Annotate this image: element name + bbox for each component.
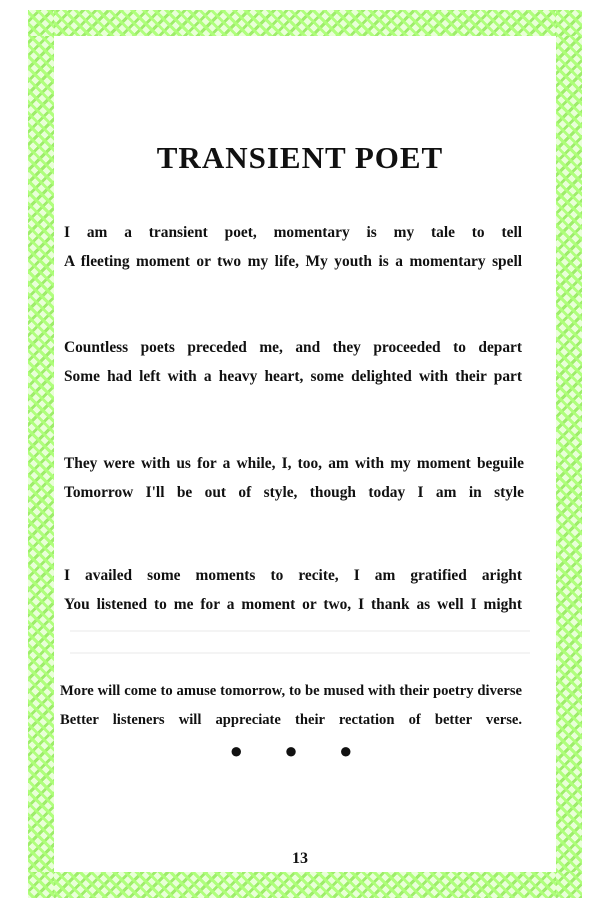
stanza-3: [64, 449, 524, 507]
stanza-line: You listened to me for a moment or two, I thank as well I might: [64, 596, 522, 613]
stanza-line: I am a transient poet, momentary is my tale to tell: [64, 224, 522, 241]
show-through-text: [70, 620, 530, 664]
stanza-line: A fleeting moment or two my life, My youth is a momentary spell: [64, 253, 522, 270]
stanza-line: They were with us for a while, I, too, am with my moment beguile: [64, 455, 524, 472]
stanza-2: [64, 333, 522, 391]
stanza-line: Some had left with a heavy heart, some delighted with their part: [64, 368, 522, 385]
stanza-line: Countless poets preceded me, and they proceeded to depart: [64, 339, 522, 356]
page-number: 13: [292, 850, 308, 867]
stanza-line: Tomorrow I'll be out of style, though today I am in style: [64, 484, 524, 501]
stanza-1: [64, 218, 522, 276]
poem-title: TRANSIENT POET: [156, 140, 444, 175]
stanza-line: More will come to amuse tomorrow, to be mused with their poetry diverse: [60, 683, 522, 699]
section-separator: ● ● ●: [229, 738, 371, 763]
stanza-line: Better listeners will appreciate their rectation of better verse.: [60, 712, 522, 728]
stanza-4: [64, 561, 522, 619]
stanza-5: [60, 677, 522, 735]
stanza-line: I availed some moments to recite, I am gratified aright: [64, 567, 522, 584]
